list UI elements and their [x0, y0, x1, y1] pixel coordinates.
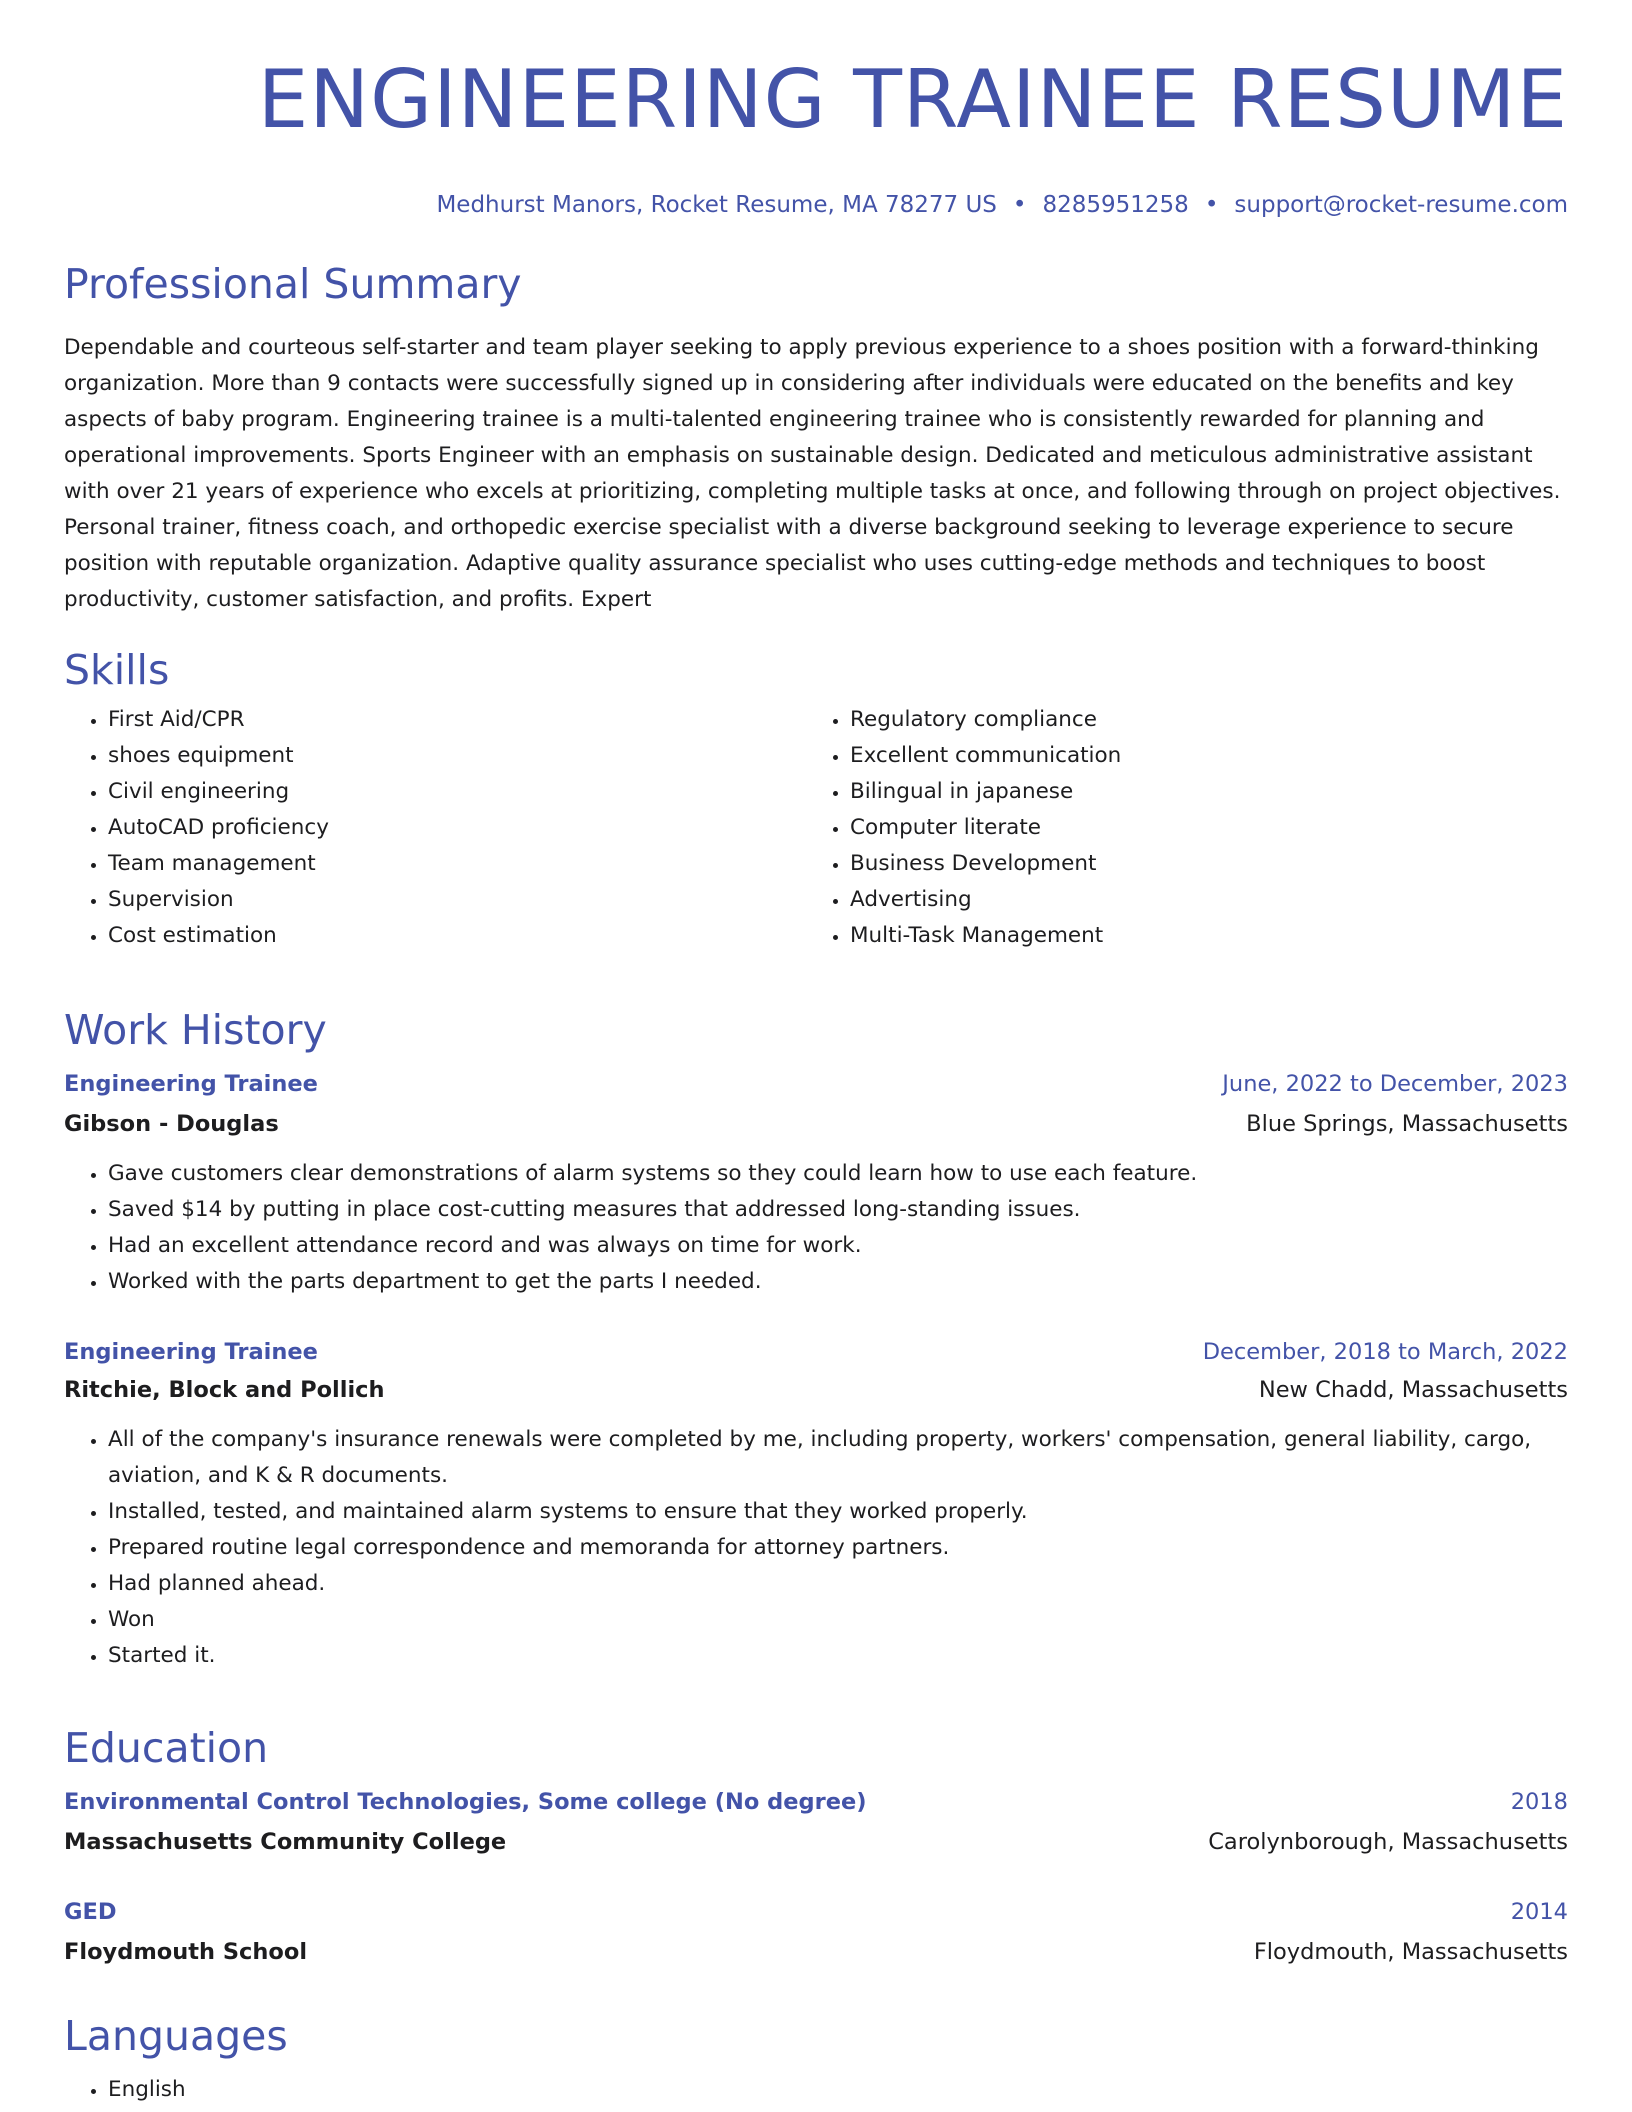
- languages-heading: Languages: [64, 2012, 288, 2060]
- job-bullet: • Started it.: [108, 1638, 1568, 1674]
- education-school: Floydmouth School: [64, 1939, 308, 1965]
- language-item: • English: [108, 2072, 1568, 2108]
- job-company: Ritchie, Block and Pollich: [64, 1377, 385, 1403]
- languages-list: [64, 2072, 1568, 2108]
- job-bullet: • Had planned ahead.: [108, 1566, 1568, 1602]
- skill-item: • Excellent communication: [850, 738, 1548, 774]
- skills-left-list: [64, 702, 806, 954]
- skill-item: • Cost estimation: [108, 918, 806, 954]
- job-entry: [64, 1066, 1568, 1300]
- job-title: Engineering Trainee: [64, 1071, 318, 1097]
- job-bullet: • Won: [108, 1602, 1568, 1638]
- contact-separator: •: [1012, 192, 1027, 218]
- job-company-row: [64, 1106, 1568, 1142]
- skill-item: • Bilingual in japanese: [850, 774, 1548, 810]
- job-bullet: • Gave customers clear demonstrations of alarm systems so they could learn how to use each feature.: [108, 1156, 1568, 1192]
- work-heading: Work History: [64, 1006, 327, 1054]
- education-year: 2014: [1510, 1899, 1568, 1925]
- job-dates: June, 2022 to December, 2023: [1222, 1071, 1568, 1097]
- job-title: Engineering Trainee: [64, 1339, 318, 1365]
- job-company-row: [64, 1372, 1568, 1408]
- skill-item: • Team management: [108, 846, 806, 882]
- contact-separator: •: [1204, 192, 1219, 218]
- skill-item: • Regulatory compliance: [850, 702, 1548, 738]
- contact-line: [64, 190, 1568, 220]
- education-degree: GED: [64, 1899, 117, 1925]
- education-header-row: [64, 1784, 1568, 1820]
- education-school-row: [64, 1824, 1568, 1860]
- resume-title: ENGINEERING TRAINEE RESUME: [257, 53, 1568, 146]
- contact-email[interactable]: support@rocket-resume.com: [1234, 192, 1568, 218]
- skills-right-list: [806, 702, 1548, 954]
- education-degree: Environmental Control Technologies, Some college (No degree): [64, 1789, 867, 1815]
- skill-item: • shoes equipment: [108, 738, 806, 774]
- job-location: New Chadd, Massachusetts: [1258, 1377, 1568, 1403]
- skill-item: • Civil engineering: [108, 774, 806, 810]
- job-company: Gibson - Douglas: [64, 1111, 279, 1137]
- education-entry: [64, 1894, 1568, 1970]
- skills-columns: [64, 702, 1568, 954]
- skill-item: • Business Development: [850, 846, 1548, 882]
- skill-item: • Multi-Task Management: [850, 918, 1548, 954]
- job-header-row: [64, 1066, 1568, 1102]
- job-bullets: [64, 1156, 1568, 1300]
- job-bullet: • All of the company's insurance renewals were completed by me, including property, workers' compensation, general liability, cargo, aviation, and K & R documents.: [108, 1422, 1568, 1494]
- education-entry: [64, 1784, 1568, 1860]
- job-header-row: [64, 1334, 1568, 1370]
- job-bullet: • Worked with the parts department to get the parts I needed.: [108, 1264, 1568, 1300]
- job-bullets: [64, 1422, 1568, 1674]
- education-section: [64, 1722, 1568, 1970]
- education-school-row: [64, 1934, 1568, 1970]
- skill-item: • Advertising: [850, 882, 1548, 918]
- summary-section: [64, 258, 1568, 618]
- summary-heading: Professional Summary: [64, 260, 522, 308]
- job-bullet: • Installed, tested, and maintained alarm systems to ensure that they worked properly.: [108, 1494, 1568, 1530]
- education-heading: Education: [64, 1724, 269, 1772]
- education-school: Massachusetts Community College: [64, 1829, 507, 1855]
- education-year: 2018: [1510, 1789, 1568, 1815]
- skill-item: • AutoCAD proficiency: [108, 810, 806, 846]
- education-location: Floydmouth, Massachusetts: [1253, 1939, 1568, 1965]
- contact-address: Medhurst Manors, Rocket Resume, MA 78277 US: [436, 192, 997, 218]
- skill-item: • First Aid/CPR: [108, 702, 806, 738]
- skill-item: • Supervision: [108, 882, 806, 918]
- job-bullet: • Had an excellent attendance record and was always on time for work.: [108, 1228, 1568, 1264]
- education-location: Carolynborough, Massachusetts: [1208, 1829, 1568, 1855]
- languages-section: [64, 2010, 1568, 2108]
- job-dates: December, 2018 to March, 2022: [1202, 1339, 1568, 1365]
- education-header-row: [64, 1894, 1568, 1930]
- skill-item: • Computer literate: [850, 810, 1548, 846]
- resume-page: [64, 0, 1568, 2102]
- job-location: Blue Springs, Massachusetts: [1246, 1111, 1568, 1137]
- job-entry: [64, 1334, 1568, 1674]
- summary-text: Dependable and courteous self-starter and team player seeking to apply previous experience to a shoes position with a forward-thinking organization. More than 9 contacts were successfully signed up in considering after individuals were educated on the benefits and key aspects of baby program. Engineering trainee is a multi-talented engineering trainee who is consistently rewarded for planning and operational improvements. Sports Engineer with an emphasis on sustainable design. Dedicated and meticulous administrative assistant with over 21 years of experience who excels at prioritizing, completing multiple tasks at once, and following through on project objectives. Personal trainer, fitness coach, and orthopedic exercise specialist with a diverse background seeking to leverage experience to secure position with reputable organization. Adaptive quality assurance specialist who uses cutting-edge methods and techniques to boost productivity, customer satisfaction, and profits. Expert: [64, 335, 1561, 612]
- contact-phone: 8285951258: [1042, 192, 1189, 218]
- job-bullet: • Prepared routine legal correspondence and memoranda for attorney partners.: [108, 1530, 1568, 1566]
- skills-section: [64, 644, 1568, 954]
- skills-heading: Skills: [64, 646, 170, 694]
- job-bullet: • Saved $14 by putting in place cost-cutting measures that addressed long-standing issues.: [108, 1192, 1568, 1228]
- work-section: [64, 1004, 1568, 1674]
